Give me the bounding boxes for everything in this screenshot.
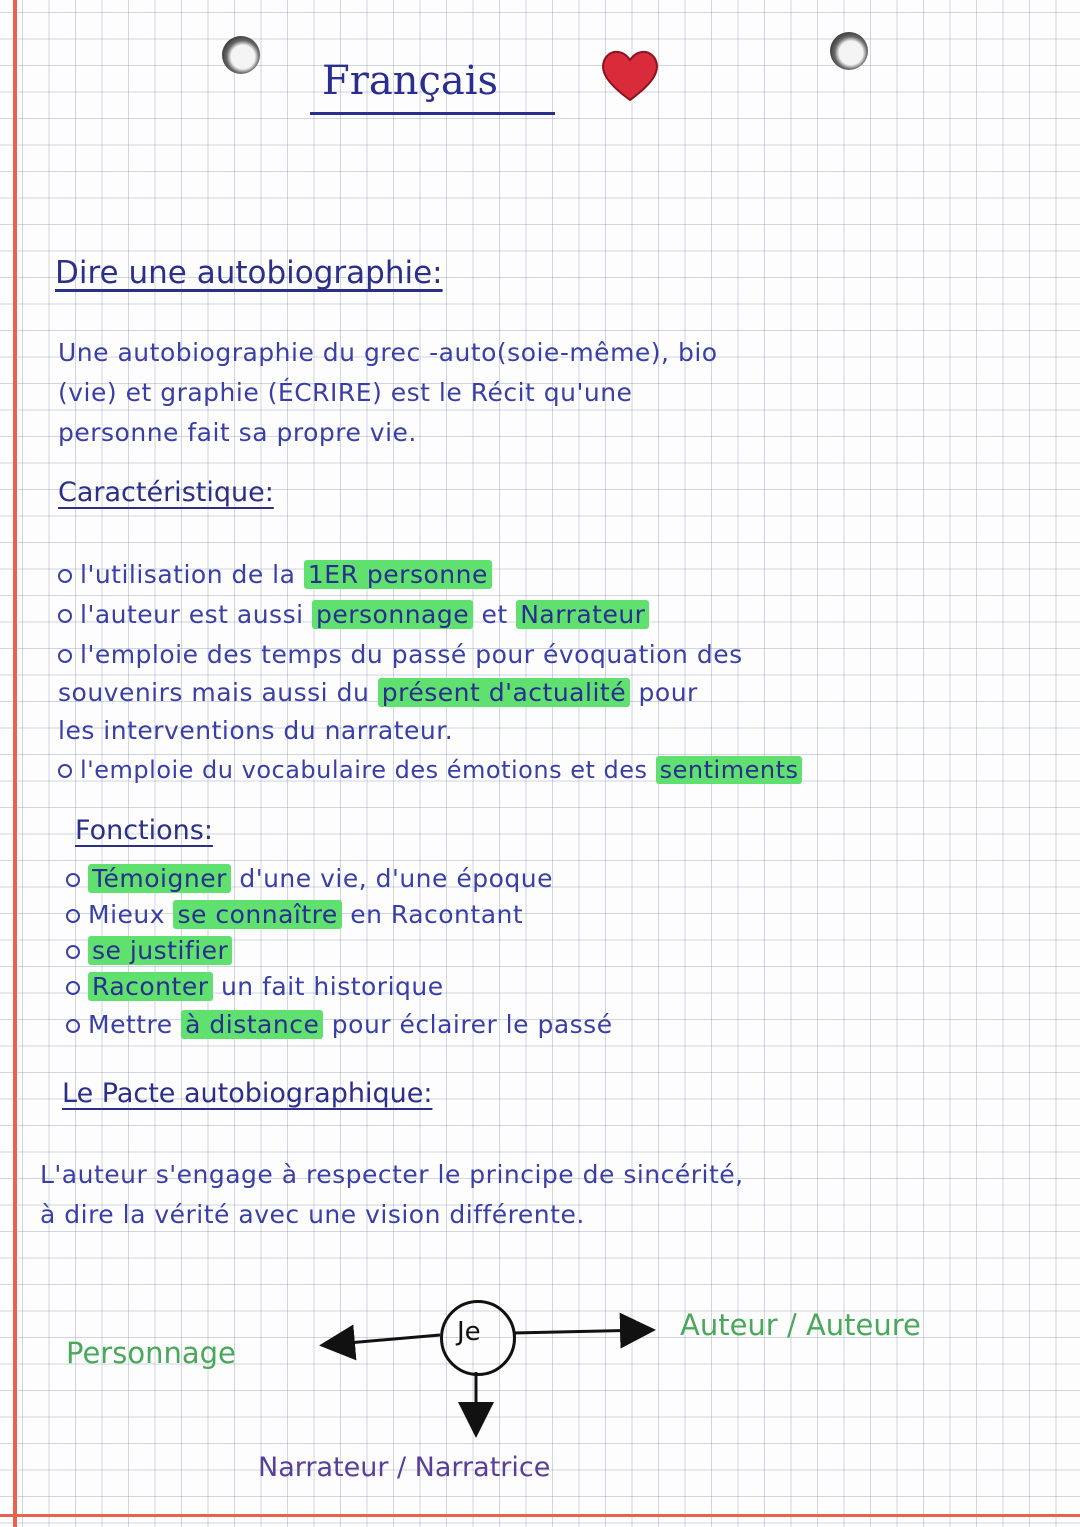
item-text: souvenirs mais aussi du [58, 678, 378, 707]
diagram-bottom-label: Narrateur / Narratrice [258, 1452, 551, 1483]
diagram-left-label: Personnage [66, 1336, 236, 1370]
section-heading-definition: Dire une autobiographie: [55, 255, 443, 291]
highlight: se connaître [173, 900, 341, 929]
item-text: pour éclairer le passé [323, 1010, 613, 1039]
highlight: 1ER personne [304, 560, 492, 589]
definition-line-2: (vie) et graphie (ÉCRIRE) est le Récit qu'une [58, 378, 633, 407]
highlight: présent d'actualité [378, 678, 630, 707]
item-text: un fait historique [212, 972, 444, 1001]
arrow-right [513, 1330, 650, 1333]
item-text: en Racontant [341, 900, 524, 929]
section-heading-pacte: Le Pacte autobiographique: [62, 1078, 433, 1109]
item-text: Mettre [88, 1010, 182, 1039]
highlight: Narrateur [516, 600, 649, 629]
highlight: à distance [181, 1010, 323, 1039]
definition-line-1: Une autobiographie du grec -auto(soie-même), bio [58, 338, 718, 367]
page-title: Français [322, 58, 499, 104]
item-text: l'emploie du vocabulaire des émotions et des [80, 756, 656, 784]
arrow-left [325, 1335, 440, 1345]
highlight: se justifier [88, 936, 232, 965]
item-text: et [473, 600, 517, 629]
item-text: l'utilisation de la [80, 560, 304, 589]
item-text: l'emploie des temps du passé pour évoquation des [80, 640, 743, 669]
je-label: Je [457, 1317, 481, 1347]
pacte-line-2: à dire la vérité avec une vision différente. [40, 1200, 585, 1229]
definition-line-3: personne fait sa propre vie. [58, 418, 417, 447]
diagram-right-label: Auteur / Auteure [680, 1308, 921, 1342]
item-text: pour [630, 678, 698, 707]
highlight: Témoigner [88, 864, 231, 893]
item-text: Mieux [88, 900, 174, 929]
je-circle [440, 1300, 516, 1376]
pacte-line-1: L'auteur s'engage à respecter le principe de sincérité, [40, 1160, 744, 1189]
item-text: l'auteur est aussi [80, 600, 312, 629]
highlight: personnage [312, 600, 473, 629]
section-heading-caracteristique: Caractéristique: [58, 477, 274, 508]
caracteristique-item-3-end: les interventions du narrateur. [58, 716, 454, 745]
item-text: d'une vie, d'une époque [230, 864, 553, 893]
highlight: Raconter [88, 972, 213, 1001]
section-heading-fonctions: Fonctions: [75, 815, 213, 846]
highlight: sentiments [656, 756, 803, 784]
